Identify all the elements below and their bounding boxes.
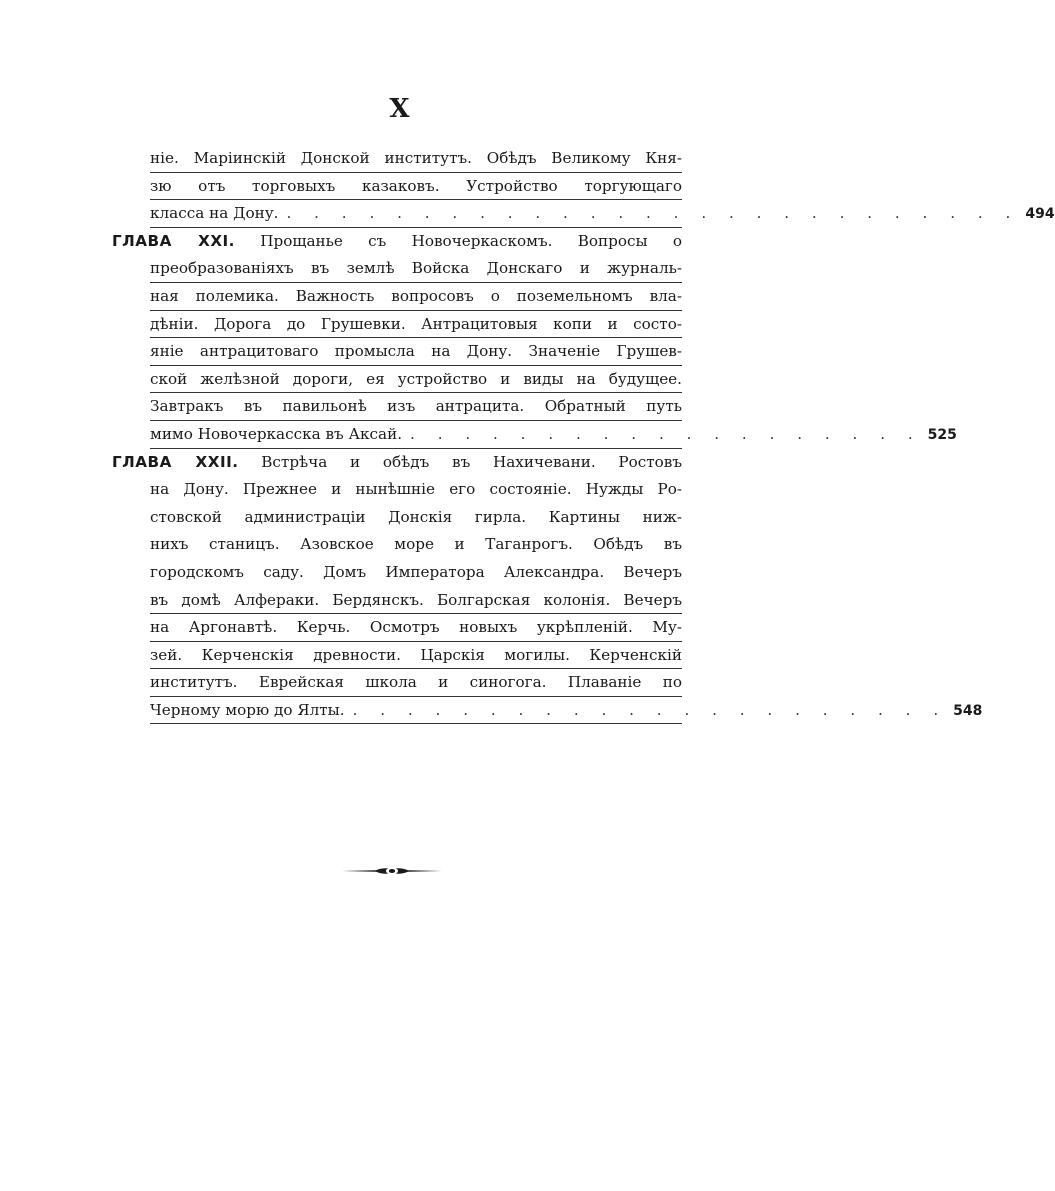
toc-line: на Дону. Прежнее и нынѣшніе его состояніе. Нужды Ро- (150, 480, 682, 499)
toc-line: преобразованіяхъ въ землѣ Войска Донскаго и журналь- (150, 255, 682, 283)
toc-line: яніе антрацитоваго промысла на Дону. Значеніе Грушев- (150, 338, 682, 366)
toc-line: ная полемика. Важность вопросовъ о поземельномъ вла- (150, 283, 682, 311)
toc-line: нихъ станицъ. Азовское море и Таганрогъ. Обѣдъ въ (150, 535, 682, 554)
toc-text: класса на Дону. (150, 204, 279, 223)
toc-line: городскомъ саду. Домъ Императора Александра. Вечеръ (150, 562, 682, 581)
toc-text: Черному морю до Ялты. (150, 700, 345, 719)
toc-leader-dots: . . . . . . . . . . . . . . . . . . . (410, 424, 922, 443)
toc-line-last (150, 697, 983, 725)
toc-chapter-heading (112, 449, 682, 477)
toc-line: институтъ. Еврейская школа и синогога. Плаваніе по (150, 669, 682, 697)
toc-line-last (150, 421, 957, 449)
table-of-contents (112, 145, 1055, 724)
toc-line: на Аргонавтѣ. Керчь. Осмотръ новыхъ укрѣпленій. Му- (150, 614, 682, 642)
toc-line: въ домѣ Алфераки. Бердянскъ. Болгарская колонія. Вечеръ (150, 587, 682, 615)
ornament-divider-icon (340, 864, 444, 878)
toc-page-number: 494 (1025, 206, 1055, 223)
toc-line: ской желѣзной дороги, ея устройство и виды на будущее. (150, 366, 682, 394)
toc-leader-dots: . . . . . . . . . . . . . . . . . . . . . . . . . . . (286, 204, 1020, 223)
toc-line: зю отъ торговыхъ казаковъ. Устройство торгующаго (150, 173, 682, 201)
chapter-label: ГЛАВА XXII. (112, 452, 239, 471)
toc-text: мимо Новочеркасска въ Аксай. (150, 424, 403, 443)
page-number: X (389, 94, 411, 124)
toc-text: Прощанье съ Новочеркаскомъ. Вопросы о (260, 231, 683, 250)
toc-chapter-heading (112, 228, 682, 256)
toc-text: Встрѣча и обѣдъ въ Нахичевани. Ростовъ (261, 452, 682, 471)
toc-line: Завтракъ въ павильонѣ изъ антрацита. Обратный путь (150, 393, 682, 421)
toc-page-number: 525 (927, 426, 957, 443)
toc-page-number: 548 (953, 702, 983, 719)
toc-leader-dots: . . . . . . . . . . . . . . . . . . . . . . (352, 700, 948, 719)
chapter-label: ГЛАВА XXI. (112, 231, 235, 250)
toc-line: зей. Керченскія древности. Царскія могилы. Керченскій (150, 642, 682, 670)
toc-line-last (150, 200, 1055, 228)
toc-line: дѣніи. Дорога до Грушевки. Антрацитовыя копи и состо- (150, 311, 682, 339)
toc-line: ніе. Маріинскій Донской институтъ. Обѣдъ Великому Кня- (150, 145, 682, 173)
toc-line: стовской администраціи Донскія гирла. Картины ниж- (150, 507, 682, 526)
